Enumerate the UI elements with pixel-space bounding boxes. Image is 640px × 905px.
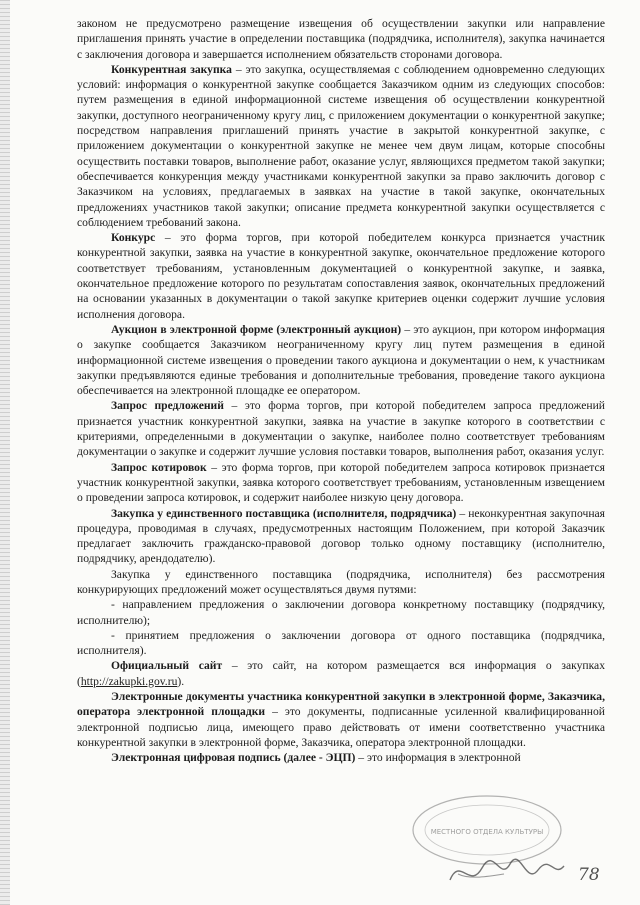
official-site-link[interactable]: http://zakupki.gov.ru xyxy=(80,674,178,688)
term: Конкурентная закупка xyxy=(111,62,232,76)
term: Электронная цифровая подпись (далее - ЭЦП) xyxy=(111,751,356,765)
term: Запрос предложений xyxy=(111,399,224,413)
term: Аукцион в электронной форме (электронный аукцион) xyxy=(111,322,402,336)
term: Конкурс xyxy=(111,231,156,245)
definition-competitive-purchase: Конкурентная закупка – это закупка, осуществляемая с соблюдением одновременно следующих условий: информация о конкурентной закупке сообщается Заказчиком одним из следующих способов: путем размещения в единой информационной системе извещения об осуществлении конкурентной закупки, доступного неограниченному кругу лиц, с приложением документации о конкурентной закупке; посредством направления приглашений принять участие в закрытой конкурентной закупке, с приложением документации о конкурентной закупке не менее чем двум лицам, которые способны осуществить поставки товаров, выполнение работ, оказание услуг, являющихся предметом такой закупки; обеспечивается конкуренция между участниками конкурентной закупки за право заключить договор с Заказчиком на условиях, предлагаемых в заявках на участие в такой закупке, окончательных предложениях участников такой закупки; описание предмета конкурентной закупки осуществляется с соблюдением требований закона. xyxy=(77,62,605,229)
definition-request-for-proposals: Запрос предложений – это форма торгов, при которой победителем запроса предложений признается участник конкурентной закупки, заявка на участие в закупке которого в соответствии с критериями, определенными в документации о закупке, наиболее полно соответствует требованиям документации о закупке и содержит лучшие условия поставки товаров, выполнения работ, оказания услуг. xyxy=(77,399,605,459)
definition-digital-signature: Электронная цифровая подпись (далее - ЭЦП) – это информация в электронной xyxy=(111,751,521,765)
handwritten-signature xyxy=(440,846,610,896)
definition-tender: Конкурс – это форма торгов, при которой победителем конкурса признается участник конкурентной закупки, заявка на участие в конкурентной закупке, окончательное предложение которого соответствует требованиям, установленным документацией о конкурентной закупке, и заявка, окончательное предложение которого по результатам сопоставления заявок, окончательных предложений на основании указанных в документации о такой закупке критериев оценки содержит лучшие условия исполнения договора. xyxy=(77,231,605,321)
definition-single-supplier: Закупка у единственного поставщика (исполнителя, подрядчика) – неконкурентная закупочная процедура, проводимая в случаях, предусмотренных настоящим Положением, при которой Заказчик предлагает заключить гражданско-правовой договор только одному поставщику (исполнителю, подрядчику, арендодателю). xyxy=(77,506,605,566)
definition-electronic-documents: Электронные документы участника конкурентной закупки в электронной форме, Заказчика, оператора электронной площадки – это документы, подписанные усиленной квалифицированной электронной подписью лица, имеющего право действовать от имени соответственно участника конкурентной закупки в электронной форме, Заказчика, оператора электронной площадки. xyxy=(77,690,606,749)
svg-text:МЕСТНОГО ОТДЕЛА КУЛЬТУРЫ: МЕСТНОГО ОТДЕЛА КУЛЬТУРЫ xyxy=(430,828,544,836)
paragraph-single-supplier-ways: Закупка у единственного поставщика (подрядчика, исполнителя) без рассмотрения конкурирующих предложений может осуществляться двумя путями: xyxy=(77,567,605,596)
definition-official-site: Официальный сайт – это сайт, на котором размещается вся информация о закупках (http://zakupki.gov.ru). xyxy=(77,659,605,688)
term: Электронные документы участника конкурентной закупки в электронной форме, Заказчика, оператора электронной площадки xyxy=(77,690,605,719)
list-item-way-2: - принятием предложения о заключении договора от одного поставщика (подрядчика, исполнителя). xyxy=(77,628,605,658)
definition-request-for-quotations: Запрос котировок – это форма торгов, при которой победителем запроса котировок признается участник конкурентной закупки, заявка которого соответствует требованиям, установленным извещением о проведении запроса котировок, и содержит наиболее низкую цену договора. xyxy=(77,460,605,505)
svg-text:78: 78 xyxy=(578,865,600,885)
term: Официальный сайт xyxy=(111,659,223,673)
scan-edge xyxy=(0,0,10,905)
term: Запрос котировок xyxy=(111,460,207,474)
paragraph-intro-continuation: законом не предусмотрено размещение извещения об осуществлении закупки или направление приглашения принять участие в определении поставщика (подрядчика, исполнителя), закупка начинается с заключения договора и завершается исполнением обязательств сторонами договора. xyxy=(77,17,605,61)
document-body xyxy=(77,16,605,766)
list-item-way-1: - направлением предложения о заключении договора конкретному поставщику (подрядчику, исполнителю); xyxy=(77,598,605,627)
definition-electronic-auction: Аукцион в электронной форме (электронный аукцион) – это аукцион, при котором информация о закупке сообщается Заказчиком неограниченному кругу лиц путем размещения в единой информационной системе извещения о проведении такого аукциона и документации о нем, к участникам закупки предъявляются единые требования и дополнительные требования, проведение такого аукциона обеспечивается на электронной площадке ее оператором. xyxy=(77,322,605,398)
term: Закупка у единственного поставщика (исполнителя, подрядчика) xyxy=(111,506,457,520)
